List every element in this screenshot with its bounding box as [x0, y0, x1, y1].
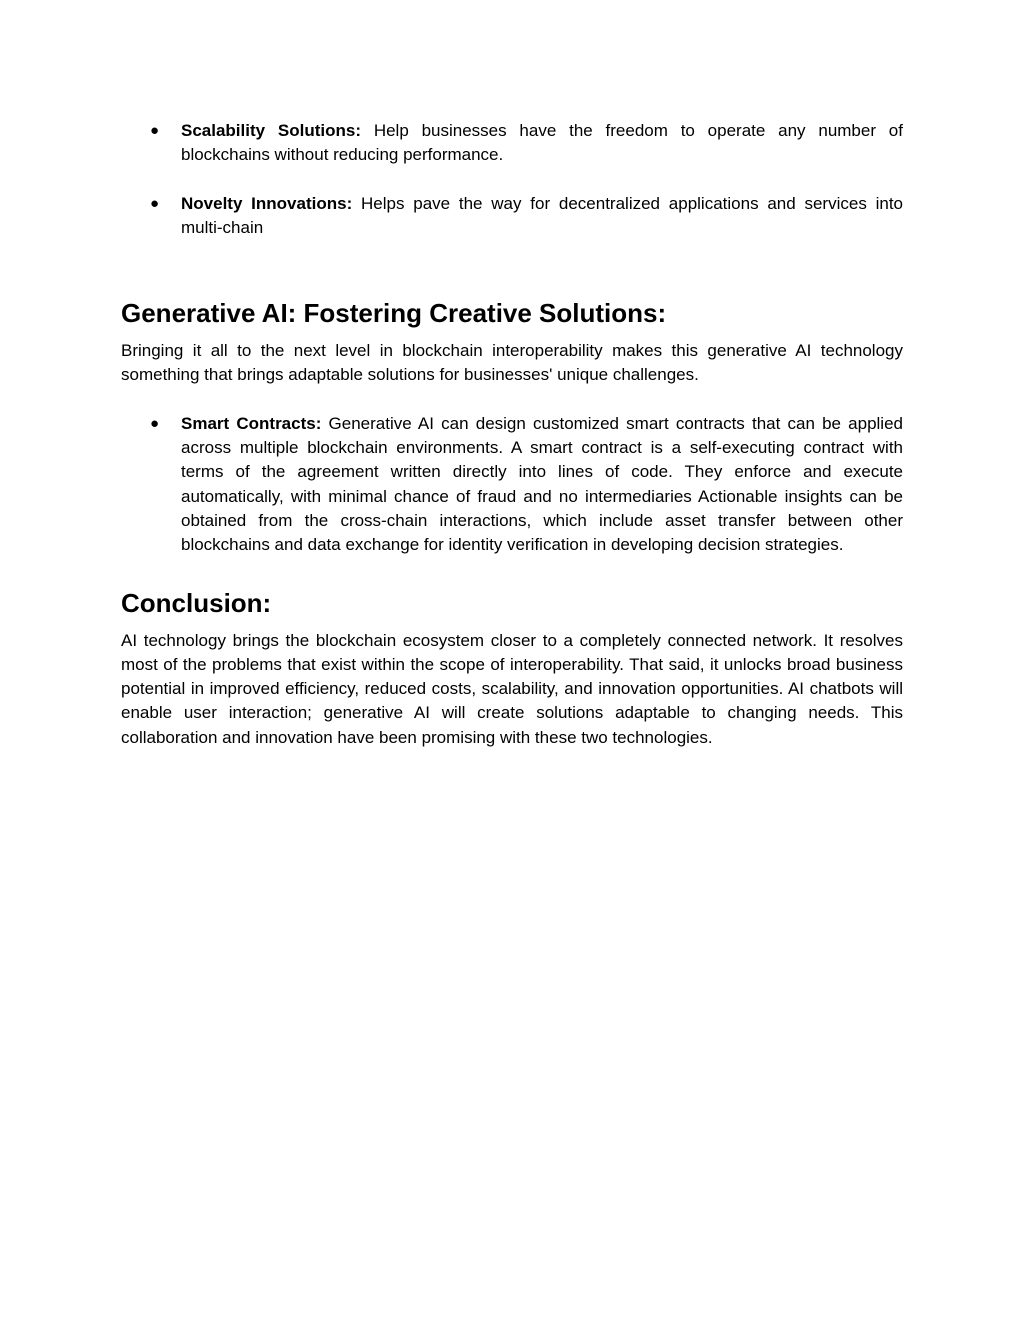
bullet-term: Novelty Innovations: [181, 193, 353, 213]
section-heading-generative-ai: Generative AI: Fostering Creative Solutions: [121, 298, 667, 329]
bullet-term: Smart Contracts: [181, 413, 322, 433]
bullet-item-novelty [121, 192, 903, 241]
generative-bullet-list [121, 412, 903, 558]
bullet-text: Helps pave the way for decentralized applications and services into multi-chain [181, 193, 903, 237]
conclusion-paragraph: AI technology brings the blockchain ecosystem closer to a completely connected network. It resolves most of the problems that exist within the scope of interoperability. That said, it unlocks broad business potential in improved efficiency, reduced costs, scalability, and innovation opportunities. AI chatbots will enable user interaction; generative AI will create solutions adaptable to changing needs. This collaboration and innovation have been promising with these two technologies. [121, 630, 903, 747]
intro-bullet-list [121, 119, 903, 240]
section-heading-conclusion: Conclusion: [121, 587, 272, 618]
bullet-text: Generative AI can design customized smart contracts that can be applied across multiple blockchain environments. A smart contract is a self-executing contract with terms of the agreement written directly into lines of code. They enforce and execute automatically, with minimal chance of fraud and no intermediaries Actionable insights can be obtained from the cross-chain interactions, which include asset transfer between other blockchains and data exchange for identity verification in developing decision strategies. [181, 413, 903, 555]
generative-ai-paragraph: Bringing it all to the next level in blockchain interoperability makes this generative AI technology something that brings adaptable solutions for businesses' unique challenges. [121, 341, 903, 385]
document-page [121, 0, 903, 750]
bullet-term: Scalability Solutions: [181, 121, 361, 140]
bullet-icon: ● [150, 122, 160, 139]
bullet-text: Help businesses have the freedom to operate any number of blockchains without reducing performance. [181, 121, 903, 165]
bullet-item-smart-contracts [121, 412, 903, 558]
bullet-icon: ● [150, 414, 160, 432]
bullet-icon: ● [150, 194, 160, 212]
bullet-item-scalability [121, 119, 903, 168]
